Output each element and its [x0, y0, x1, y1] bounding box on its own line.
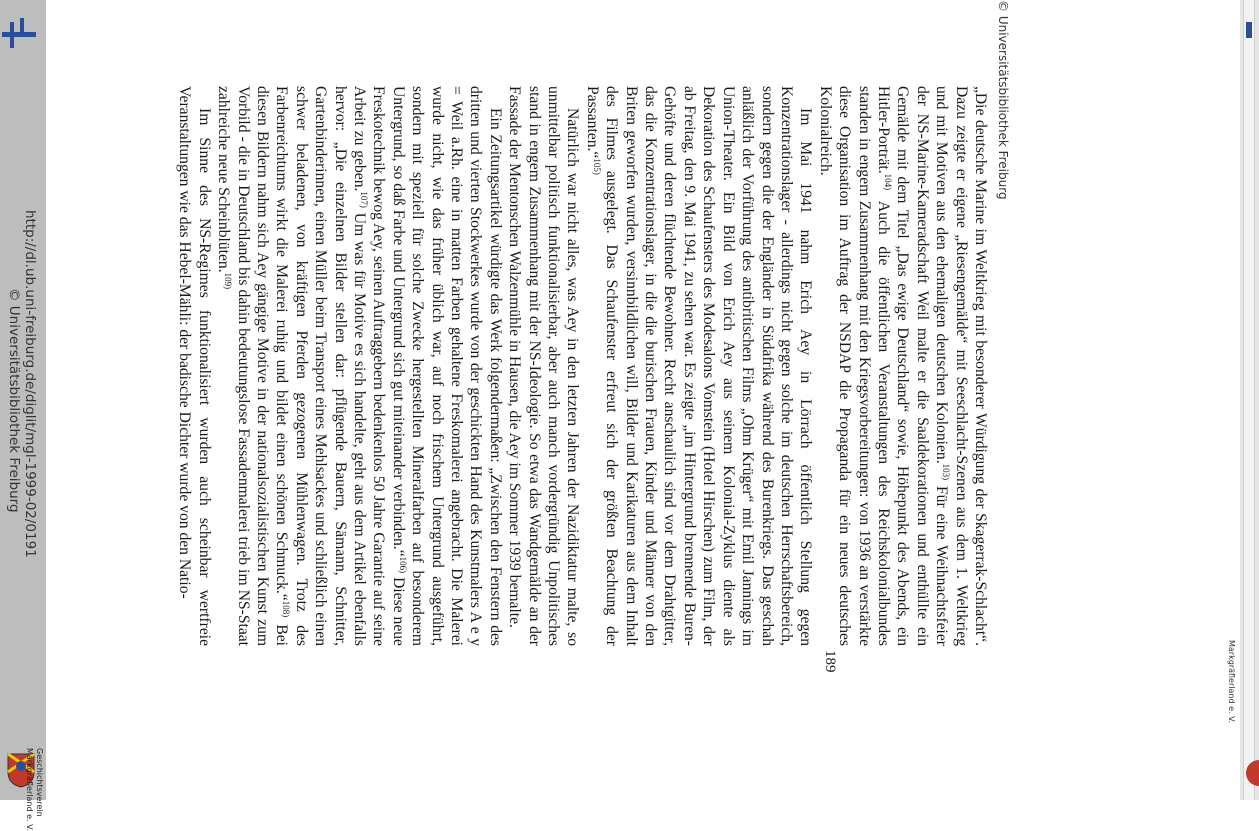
- body-paragraph: „Die deutsche Marine im Weltkrieg mit besonderer Würdigung der Skagerrak-Schlacht“. Dazu zeigte er eigene „Riesengemälde“ mit Seeschlacht-Szenen aus dem 1. Weltkrieg und mit Motiven aus den ehemaligen deutschen Kolonien.$^{103)}$ Für eine Weihnachtsfeier der NS-Marine-Kameradschaft Weil malte er die Saaldekorationen und enthüllte ein Gemälde mit dem Titel „Das ewige Deutschland“ sowie, Höhepunkt des Abends, ein Hitler-Porträt.$^{104)}$ Auch die öffentlichen Veranstaltungen des Reichskolonialbundes standen in engem Zusammenhang mit den Kriegsvorbereitungen: von 1936 an verstärkte diese Organisation im Auftrag der NSDAP die Propaganda für ein neues deutsches Kolonialreich.: [816, 86, 989, 646]
- right-logo-mark-icon: [1246, 22, 1252, 38]
- document-url[interactable]: http://dl.ub.uni-freiburg.de/diglit/mgl-1999-02/0191: [22, 210, 38, 558]
- footnote-marker: 104): [883, 173, 894, 191]
- body-paragraph: Natürlich war nicht alles, was Aey in den letzten Jahren der Nazidiktatur malte, so unmittelbar politisch funktionalisierbar, aber auch manch vordergründig Unpolitisches stand in engem Zusammenhang mit der NS-Ideologie. So etwa das Wandgemälde an der Fassade der Mentonschen Walzenmühle in Hausen, die Aey im Sommer 1939 bemalte.: [506, 86, 582, 646]
- page-text-block: [176, 86, 990, 646]
- society-name-line2: Markgräflerland e. V.: [25, 748, 34, 831]
- footnote-marker: 108): [281, 600, 292, 618]
- footnote-marker: 107): [359, 191, 370, 208]
- page-number: 189: [822, 650, 838, 673]
- body-paragraph: Im Sinne des NS-Regimes funktionalisiert wurden auch scheinbar wertfreie Veranstaltungen wie das Hebel-Mähli: der badische Dichter wurde von den Natio-: [176, 86, 213, 646]
- copyright-line: © Universitätsbibliothek Freiburg: [6, 288, 22, 513]
- footnote-marker: 106): [398, 556, 408, 574]
- library-logo-icon: [0, 14, 40, 54]
- cut-off-header-text: © Universitätsbibliothek Freiburg: [996, 0, 1010, 200]
- footnote-marker: 103): [941, 463, 952, 481]
- footnote-marker: 105): [592, 158, 603, 175]
- body-paragraph: Im Mai 1941 nahm Erich Aey in Lörrach öffentlich Stellung gegen Konzentrationslager - allerdings nicht gegen solche im deutschen Herrschaftsbereich, sondern gegen die der Engländer in Südafrika während des Burenkriegs. Das geschah anläßlich der Vorführung des antibritischen Films „Ohm Krüger“ mit Emil Jannings im Union-Theater. Ein Bild von Erich Aey aus seinem Kolonial-Zyklus diente als Dekoration des Schaufensters des Modesalons Vomstein (Hotel Hirschen) zum Film, der ab Freitag, den 9. Mai 1941, zu sehen war. Es zeigte „im Hintergrund brennende Buren-Gehöfte und deren flüchtende Bewohner. Recht anschaulich sind vor dem Drahtgitter, das die Konzentrationslager, in die die burischen Frauen, Kinder und Männer von den Briten geworfen wurden, versinnbildlichen will, Bilder und Karikaturen aus dem Inhalt des Filmes ausgelegt. Das Schaufenster erfreut sich der größten Beachtung der Passanten.“$^{105)}$: [583, 86, 815, 646]
- footnote-marker: 109): [223, 272, 234, 290]
- right-cut-off-text: Markgräflerland e. V.: [1227, 640, 1236, 724]
- right-margin-strip: [1240, 0, 1259, 800]
- body-paragraph: Ein Zeitungsartikel würdigte das Werk folgendermaßen: „Zwischen den Fenstern des dritten und vierten Stockwerkes wurde von der geschickten Hand des Kunstmalers A e y = Weil a.Rh. eine in matten Farben gehaltene Freskomalerei angebracht. Die Malerei wurde nicht, wie das früher üblich war, auf noch frischem Untergrund ausgeführt, sondern mit speziell für solche Zwecke hergestellten Mineralfarben auf besonderem Untergrund, so daß Farbe und Untergrund sich gut miteinander verbinden.“$^{106)}$ Diese neue Freskotechnik bewog Aey, seinen Auftraggebern bedenkenlos 50 Jahre Garantie auf seine Arbeit zu geben.$^{107)}$ Um was für Motive es sich handelte, geht aus dem Artikel ebenfalls hervor: „Die einzelnen Bilder stellen dar: pflügende Bauern, Sämann, Schnitter, Gartenbinderinnen, einen Müller beim Transport eines Mehlsackes und schließlich einen schwer beladenen, von kräftigen Pferden gezogenen Mühlenwagen. Trotz des Farbenreichtums wirkt die Malerei ruhig und bildet einen schönen Schmuck.“$^{108)}$ Bei diesen Bildern nahm sich Aey gängige Motive in der nationalsozialistischen Kunst zum Vorbild - die in Deutschland bis dahin bedeutungslose Fassadenmalerei trieb im NS-Staat zahlreiche neue Scheinblüten.$^{109)}$: [215, 86, 504, 646]
- society-name-line1: Geschichtsverein: [35, 748, 44, 817]
